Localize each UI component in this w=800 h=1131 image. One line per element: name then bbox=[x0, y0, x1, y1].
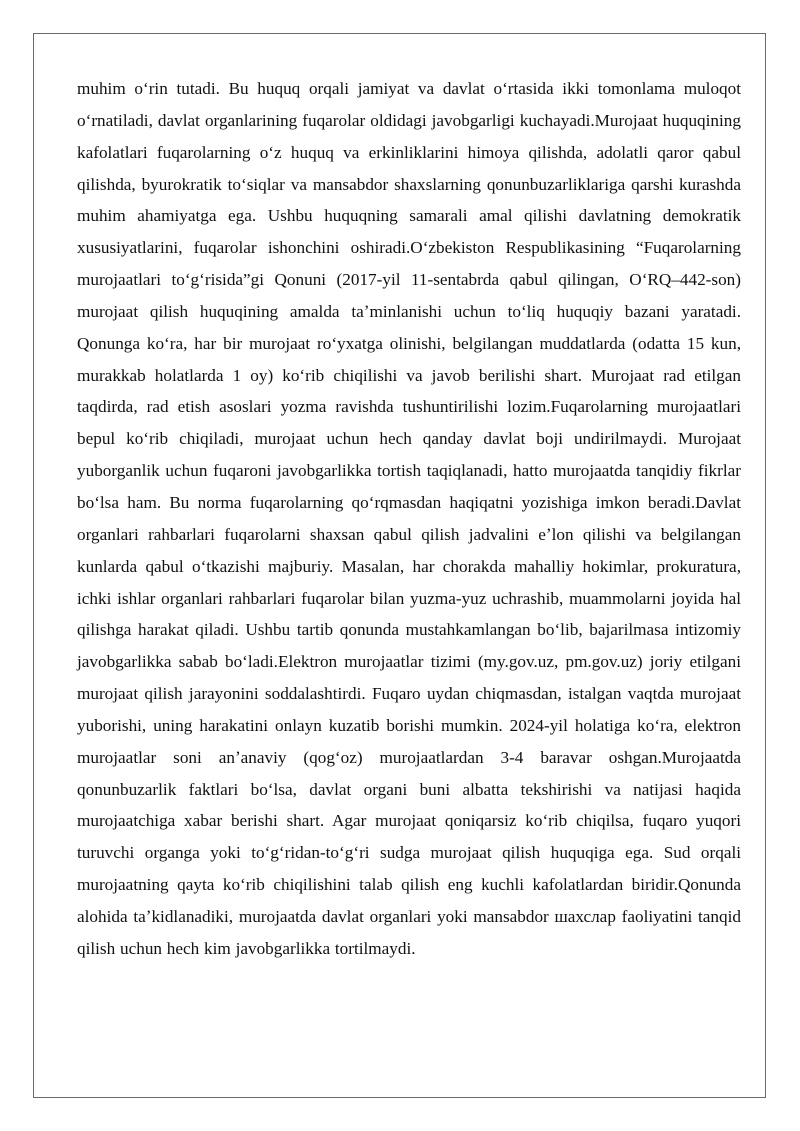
document-body-paragraph: muhim oʻrin tutadi. Bu huquq orqali jamiyat va davlat oʻrtasida ikki tomonlama muloqot oʻrnatiladi, davlat organlarining fuqarolar oldidagi javobgarligi kuchayadi.Murojaat huquqining kafolatlari fuqarolarning oʻz huquq va erkinliklarini himoya qilishda, adolatli qaror qabul qilishda, byurokratik toʻsiqlar va mansabdor shaxslarning qonunbuzarliklariga qarshi kurashda muhim ahamiyatga ega. Ushbu huquqning samarali amal qilishi davlatning demokratik xususiyatlarini, fuqarolar ishonchini oshiradi.Oʻzbekiston Respublikasining “Fuqarolarning murojaatlari toʻgʻrisida”gi Qonuni (2017-yil 11-sentabrda qabul qilingan, OʻRQ–442-son) murojaat qilish huquqining amalda taʼminlanishi uchun toʻliq huquqiy bazani yaratadi. Qonunga koʻra, har bir murojaat roʻyxatga olinishi, belgilangan muddatlarda (odatta 15 kun, murakkab holatlarda 1 oy) koʻrib chiqilishi va javob berilishi shart. Murojaat rad etilgan taqdirda, rad etish asoslari yozma ravishda tushuntirilishi lozim.Fuqarolarning murojaatlari bepul koʻrib chiqiladi, murojaat uchun hech qanday davlat boji undirilmaydi. Murojaat yuborganlik uchun fuqaroni javobgarlikka tortish taqiqlanadi, hatto murojaatda tanqidiy fikrlar boʻlsa ham. Bu norma fuqarolarning qoʻrqmasdan haqiqatni yozishiga imkon beradi.Davlat organlari rahbarlari fuqarolarni shaxsan qabul qilish jadvalini eʼlon qilishi va belgilangan kunlarda qabul oʻtkazishi majburiy. Masalan, har chorakda mahalliy hokimlar, prokuratura, ichki ishlar organlari rahbarlari fuqarolar bilan yuzma-yuz uchrashib, muammolarni joyida hal qilishga harakat qiladi. Ushbu tartib qonunda mustahkamlangan boʻlib, bajarilmasa intizomiy javobgarlikka sabab boʻladi.Elektron murojaatlar tizimi (my.gov.uz, pm.gov.uz) joriy etilgani murojaat qilish jarayonini soddalashtirdi. Fuqaro uydan chiqmasdan, istalgan vaqtda murojaat yuborishi, uning harakatini onlayn kuzatib borishi mumkin. 2024-yil holatiga koʻra, elektron murojaatlar soni anʼanaviy (qogʻoz) murojaatlardan 3-4 baravar oshgan.Murojaatda qonunbuzarlik faktlari boʻlsa, davlat organi buni albatta tekshirishi va natijasi haqida murojaatchiga xabar berishi shart. Agar murojaat qoniqarsiz koʻrib chiqilsa, fuqaro yuqori turuvchi organga yoki toʻgʻridan-toʻgʻri sudga murojaat qilish huquqiga ega. Sud orqali murojaatning qayta koʻrib chiqilishini talab qilish eng kuchli kafolatlardan biridir.Qonunda alohida taʼkidlanadiki, murojaatda davlat organlari yoki mansabdor шахслар faoliyatini tanqid qilish uchun hech kim javobgarlikka tortilmaydi. bbox=[77, 79, 741, 958]
